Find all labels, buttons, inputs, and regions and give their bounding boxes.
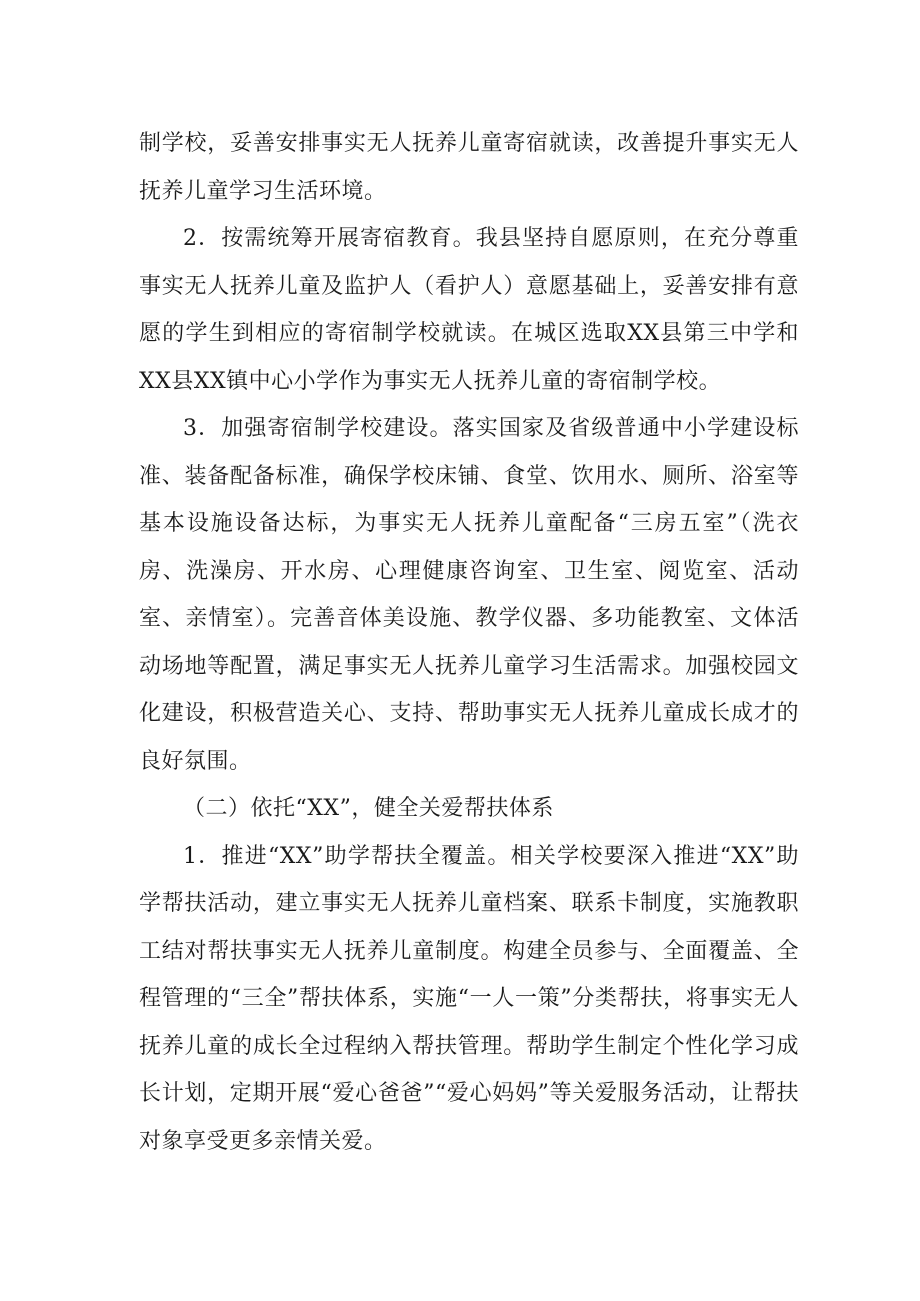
paragraph-item-3: 3．加强寄宿制学校建设。落实国家及省级普通中小学建设标准、装备配备标准，确保学校床铺、食堂、饮用水、厕所、浴室等基本设施设备达标，为事实无人抚养儿童配备“三房五室”（洗衣房、洗澡房、开水房、心理健康咨询室、卫生室、阅览室、活动室、亲情室）。完善音体美设施、教学仪器、多功能教室、文体活动场地等配置，满足事实无人抚养儿童学习生活需求。加强校园文化建设，积极营造关心、支持、帮助事实无人抚养儿童成长成才的良好氛围。 <box>139 416 799 774</box>
section-heading: （二）依托“XX”，健全关爱帮扶体系 <box>183 796 554 821</box>
paragraph-continuation: 制学校，妥善安排事实无人抚养儿童寄宿就读，改善提升事实无人抚养儿童学习生活环境。 <box>139 131 799 204</box>
paragraph-item-2: 2．按需统筹开展寄宿教育。我县坚持自愿原则，在充分尊重事实无人抚养儿童及监护人（看护人）意愿基础上，妥善安排有意愿的学生到相应的寄宿制学校就读。在城区选取XX县第三中学和XX县XX镇中心小学作为事实无人抚养儿童的寄宿制学校。 <box>139 226 799 394</box>
document-body <box>139 120 799 1165</box>
paragraph-item-1: 1．推进“XX”助学帮扶全覆盖。相关学校要深入推进“XX”助学帮扶活动，建立事实无人抚养儿童档案、联系卡制度，实施教职工结对帮扶事实无人抚养儿童制度。构建全员参与、全面覆盖、全程管理的“三全”帮扶体系，实施“一人一策”分类帮扶，将事实无人抚养儿童的成长全过程纳入帮扶管理。帮助学生制定个性化学习成长计划，定期开展“爱心爸爸”“爱心妈妈”等关爱服务活动，让帮扶对象享受更多亲情关爱。 <box>139 843 799 1154</box>
